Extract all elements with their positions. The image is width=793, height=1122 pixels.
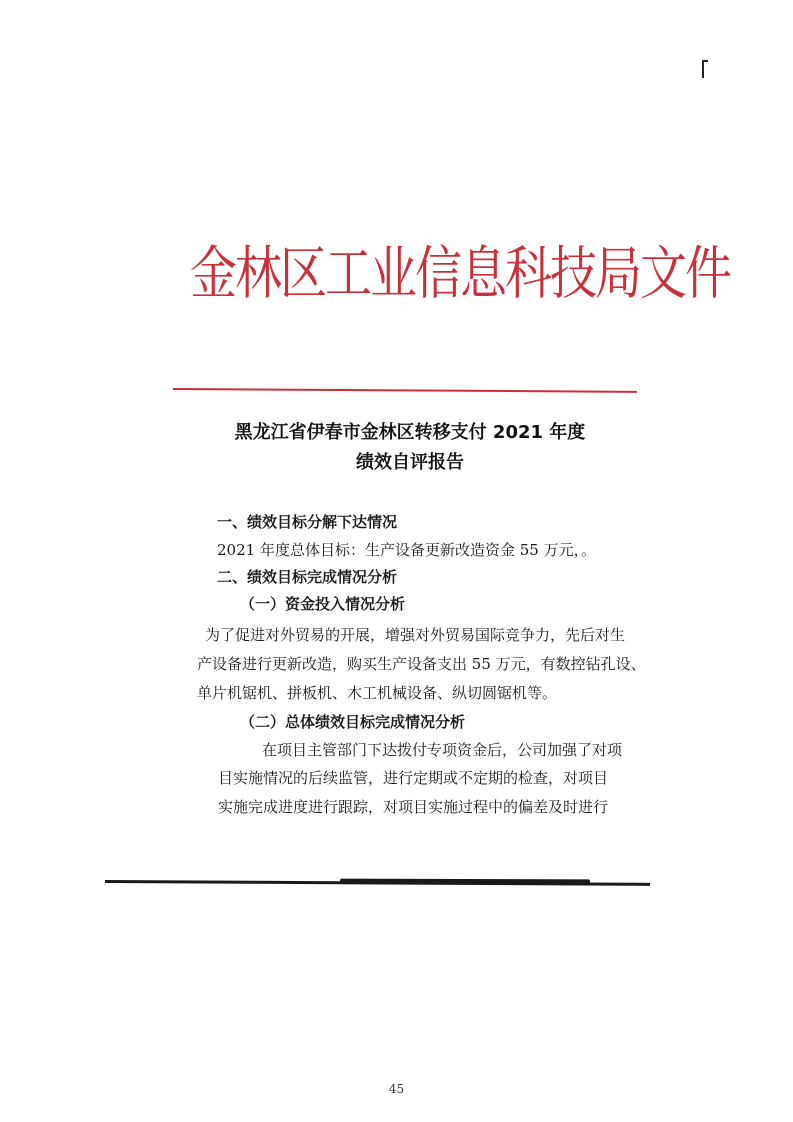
subsection2-heading: （二）总体绩效目标完成情况分析: [240, 713, 466, 731]
document-title: [190, 418, 630, 478]
section2-heading: 二、绩效目标完成情况分析: [217, 568, 398, 586]
scan-corner-mark-vertical: [702, 60, 704, 78]
section1-text: 2021 年度总体目标：生产设备更新改造资金 55 万元，。: [217, 541, 597, 559]
subsection1-paragraph-line2: 产设备进行更新改造，购买生产设备支出 55 万元，有数控钻孔设、: [197, 655, 646, 673]
subsection2-paragraph-line2: 目实施情况的后续监管，进行定期或不定期的检查，对项目: [218, 769, 609, 787]
section1-heading: 一、绩效目标分解下达情况: [217, 513, 398, 531]
masthead-red-rule: [173, 388, 637, 393]
subsection1-paragraph-line1: 为了促进对外贸易的开展，增强对外贸易国际竞争力，先后对生: [205, 626, 626, 644]
document-title-line2: 绩效自评报告: [356, 452, 464, 473]
subsection1-paragraph-line3: 单片机锯机、拼板机、木工机械设备、纵切圆锯机等。: [197, 684, 558, 702]
document-title-line1: 黑龙江省伊春市金林区转移支付 2021 年度: [234, 422, 586, 443]
bottom-rule-thick-segment: [340, 879, 590, 885]
subsection2-paragraph-line1: 在项目主管部门下达拨付专项资金后，公司加强了对项: [262, 741, 623, 759]
document-masthead: 金林区工业信息科技局文件: [190, 240, 730, 308]
page-number: 45: [388, 1082, 405, 1096]
subsection2-paragraph-line3: 实施完成进度进行跟踪，对项目实施过程中的偏差及时进行: [218, 798, 609, 816]
subsection1-heading: （一）资金投入情况分析: [240, 595, 406, 613]
